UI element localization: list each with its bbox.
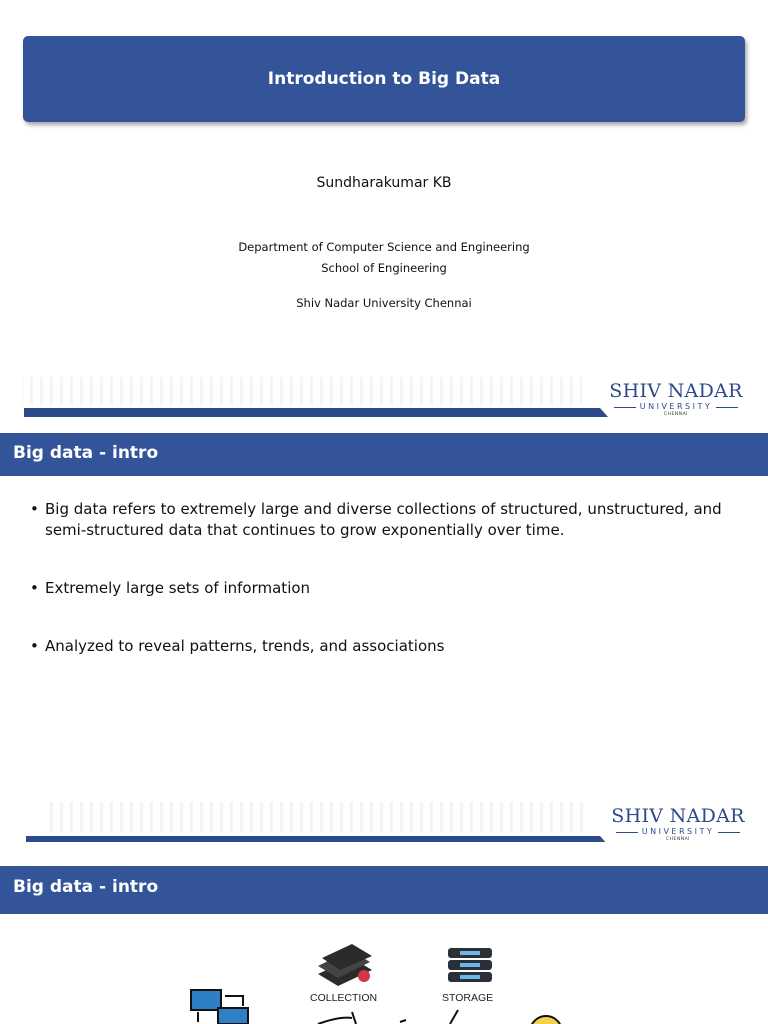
logo-location: CHENNAI — [665, 837, 690, 842]
department-name: Department of Computer Science and Engineering — [238, 240, 530, 254]
storage-icon — [448, 948, 492, 982]
presentation-title: Introduction to Big Data — [267, 69, 501, 89]
intro-diagram-slide — [0, 866, 768, 1024]
section-title: Big data - intro — [13, 443, 159, 463]
big-data-diagram — [0, 866, 768, 1024]
section-header-bar — [0, 433, 768, 476]
analysis-icon — [530, 1016, 562, 1024]
bullet-item: • Big data refers to extremely large and diverse collections of structured, unstructured, and semi-structured data that continues to grow exponentially over time. — [30, 499, 750, 541]
bullet-item: • Analyzed to reveal patterns, trends, and associations — [30, 636, 750, 657]
logo-location: CHENNAI — [663, 412, 688, 417]
intro-slide — [0, 433, 768, 866]
logo-rule-left — [616, 832, 638, 833]
flow-arrows — [318, 1010, 458, 1024]
university-logo — [608, 805, 748, 843]
logo-rule-right — [716, 407, 738, 408]
logo-rule-right — [718, 832, 740, 833]
logo-subtitle: UNIVERSITY — [639, 402, 713, 411]
collection-icon — [318, 944, 372, 986]
logo-subtitle-row — [606, 402, 746, 412]
bullet-list — [30, 499, 750, 657]
author-name: Sundharakumar KB — [316, 175, 452, 191]
school-name: School of Engineering — [321, 261, 447, 275]
university-logo — [606, 380, 746, 418]
logo-name: SHIV NADAR — [611, 805, 745, 827]
collection-label: COLLECTION — [310, 992, 378, 1004]
title-banner — [23, 36, 745, 122]
logo-subtitle-row — [608, 827, 748, 837]
logo-subtitle: UNIVERSITY — [641, 827, 715, 836]
storage-label: STORAGE — [442, 992, 494, 1004]
computer-network-icon — [191, 990, 248, 1024]
section-title: Big data - intro — [13, 877, 159, 897]
logo-rule-left — [614, 407, 636, 408]
title-slide — [0, 0, 768, 433]
bullet-item: • Extremely large sets of information — [30, 578, 750, 599]
logo-name: SHIV NADAR — [609, 380, 743, 402]
university-name: Shiv Nadar University Chennai — [296, 296, 472, 310]
